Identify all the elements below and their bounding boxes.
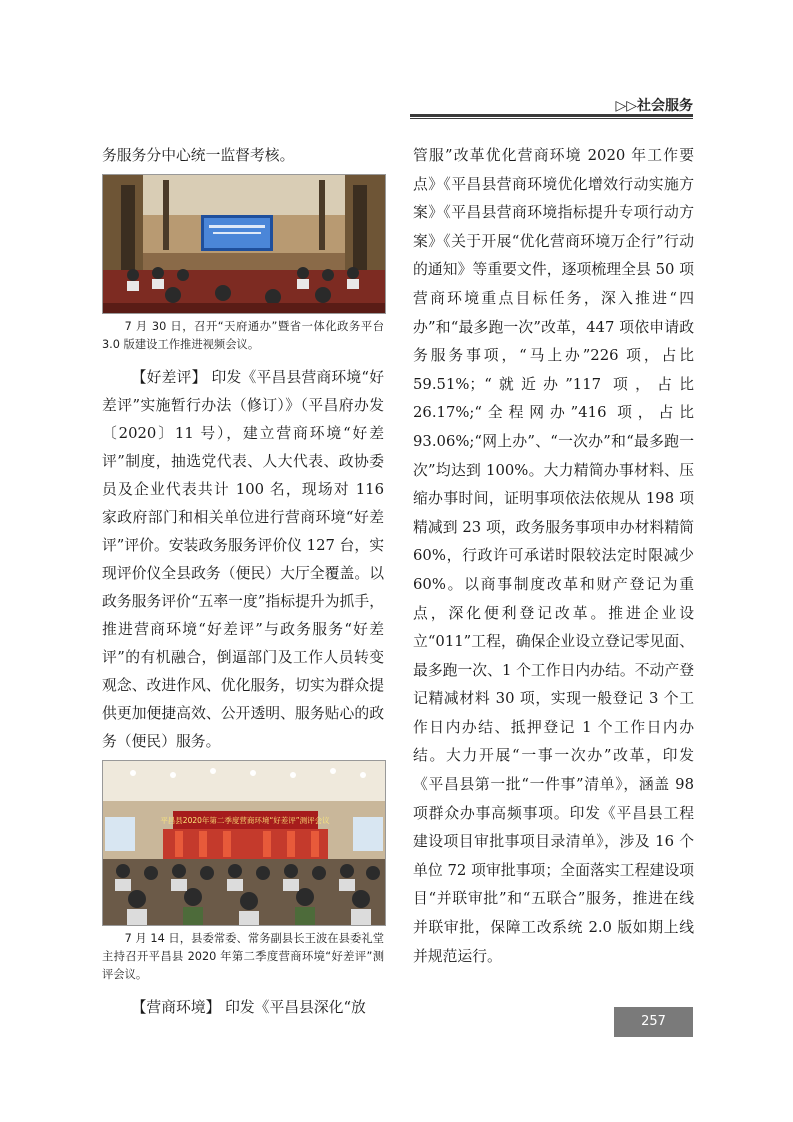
auditorium-image — [103, 761, 385, 925]
paragraph-yingshang-continued: 管服”改革优化营商环境 2020 年工作要点》《平昌县营商环境优化增效行动实施方案》《平昌县营商环境指标提升专项行动方案》《关于开展“优化营商环境万企行”行动的通知》等重要文件，逐项梳理全县 50 项营商环境重点目标任务，深入推进“四办”和“最多跑一次”改革，447 项依申请政务服务事项，“马上办”226 项，占比 59.51%；“就近办”117 项，占比 26.17%;“全程网办”416 项，占比 93.06%;“网上办”、“一次办”和“最多跑一次”均达到 100%。大力精简办事材料、压缩办事时间，证明事项依法依规从 198 项精减到 23 项，政务服务事项申办材料精简 60%，行政许可承诺时限较法定时限减少 60%。以商事制度改革和财产登记为重点，深化便利登记改革。推进企业设立“011”工程，确保企业设立登记零见面、最多跑一次、1 个工作日内办结。不动产登记精减材料 30 项，实现一般登记 3 个工作日内办结、抵押登记 1 个工作日内办结。大力开展“一事一次办”改革，印发《平昌县第一批“一件事”清单》，涵盖 98 项群众办事高频事项。印发《平昌县工程建设项目审批事项目录清单》，涉及 16 个单位 72 项审批事项；全面落实工程建设项目“并联审批”和“五联合”服务，推进在线并联审批，保障工改系统 2.0 版如期上线并规范运行。 — [413, 147, 694, 965]
photo-evaluation-meeting — [102, 760, 386, 926]
photo2-caption: 7 月 14 日，县委常委、常务副县长王波在县委礼堂主持召开平昌县 2020 年第二季度营商环境“好差评”测评会议。 — [102, 932, 384, 981]
page-number: 257 — [614, 1007, 693, 1037]
opening-line: 务服务分中心统一监督考核。 — [102, 147, 295, 164]
header-rule-thin — [410, 118, 693, 119]
meeting-banner-text: 平昌县2020年第二季度营商环境“好差评”测评会议 — [160, 816, 330, 825]
paragraph-haochaping: 【好差评】 印发《平昌县营商环境“好差评”实施暂行办法（修订）》（平昌府办发〔2020〕11 号），建立营商环境“好差评”制度，抽选党代表、人大代表、政协委员及企业代表共计 100 名，现场对 116 家政府部门和相关单位进行营商环境“好差评”评价。安装政务服务评价仪 127 台，实现评价仪全县政务（便民）大厅全覆盖。以政务服务评价“五率一度”指标提升为抓手，推进营商环境“好差评”与政务服务“好差评”的有机融合，倒逼部门及工作人员转变观念、改进作风、优化服务，切实为群众提供更加便捷高效、公开透明、服务贴心的政务（便民）服务。 — [102, 369, 384, 750]
section-header: ▷▷社会服务 — [615, 98, 693, 114]
photo1-caption: 7 月 30 日，召开“天府通办”暨省一体化政务平台 3.0 版建设工作推进视频会议。 — [102, 320, 384, 351]
conference-room-image — [103, 175, 385, 313]
header-rule-thick — [410, 114, 693, 117]
right-column — [413, 142, 694, 971]
left-column — [102, 142, 384, 1022]
paragraph-yingshang-start: 【营商环境】 印发《平昌县深化“放 — [131, 999, 366, 1016]
photo-video-conference — [102, 174, 386, 314]
